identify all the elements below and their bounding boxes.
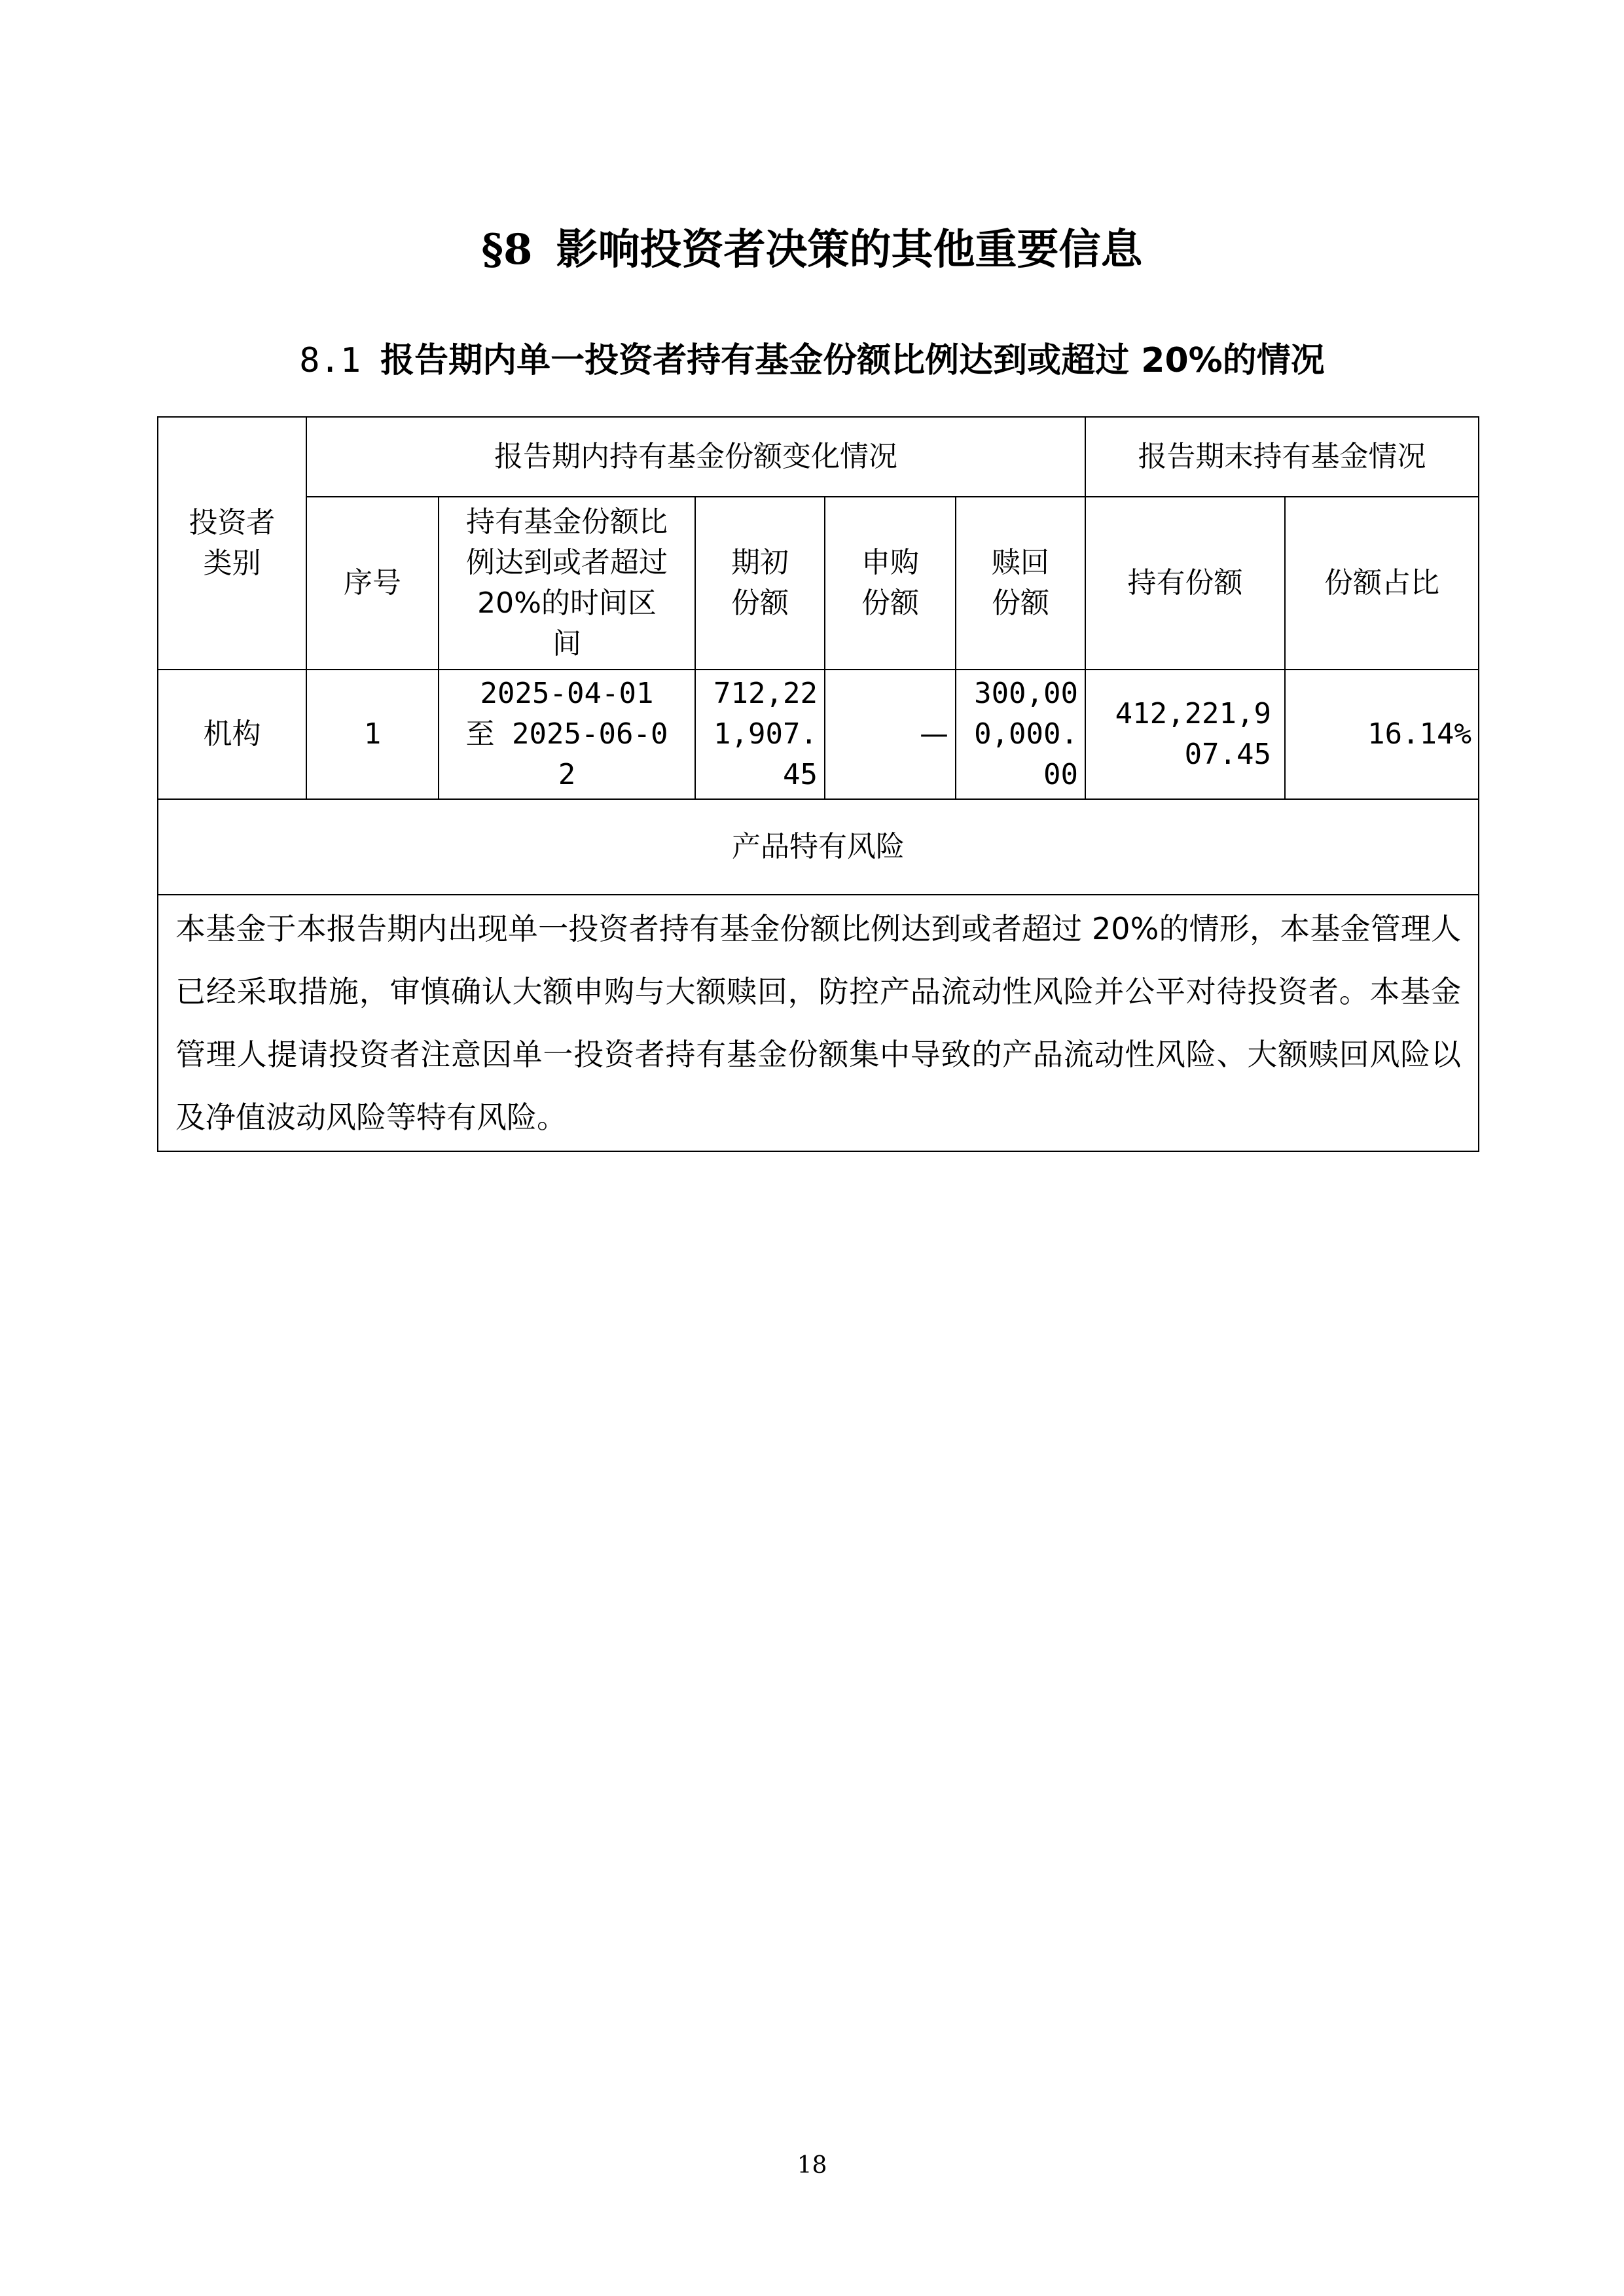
section-heading: [0, 216, 1624, 276]
section-heading-text: 影响投资者决策的其他重要信息: [556, 226, 1143, 274]
table-row: [158, 670, 1479, 799]
subsection-number: 8.1: [299, 341, 361, 380]
header-period: 持有基金份额比例达到或者超过 20%的时间区间: [439, 497, 695, 670]
section-number: §8: [481, 225, 533, 274]
header-row-2: [158, 497, 1479, 670]
header-investor-type: 投资者类别: [158, 417, 306, 670]
cell-seq: 1: [306, 670, 439, 799]
risk-title-row: [158, 799, 1479, 895]
risk-text: 本基金于本报告期内出现单一投资者持有基金份额比例达到或者超过 20%的情形，本基金管理人已经采取措施，审慎确认大额申购与大额赎回，防控产品流动性风险并公平对待投资者。本基金管理人提请投资者注意因单一投资者持有基金份额集中导致的产品流动性风险、大额赎回风险以及净值波动风险等特有风险。: [158, 895, 1479, 1151]
header-ratio: 份额占比: [1285, 497, 1479, 670]
cell-investor-type: 机构: [158, 670, 306, 799]
risk-text-row: [158, 895, 1479, 1151]
subsection-heading-text: 报告期内单一投资者持有基金份额比例达到或超过 20%的情况: [380, 341, 1325, 380]
page-number: 18: [797, 2152, 827, 2179]
header-holding: 持有份额: [1085, 497, 1285, 670]
header-row-1: [158, 417, 1479, 497]
risk-title: 产品特有风险: [158, 799, 1479, 895]
header-initial: 期初份额: [695, 497, 825, 670]
header-seq: 序号: [306, 497, 439, 670]
header-redeem: 赎回份额: [956, 497, 1085, 670]
cell-period: 2025-04-01 至 2025-06-02: [439, 670, 695, 799]
cell-initial: 712,221,907.45: [695, 670, 825, 799]
header-period-change: 报告期内持有基金份额变化情况: [306, 417, 1085, 497]
cell-redeem: 300,000,000.00: [956, 670, 1085, 799]
header-period-end: 报告期末持有基金情况: [1085, 417, 1479, 497]
cell-subscribe: —: [825, 670, 956, 799]
cell-holding: 412,221,907.45: [1085, 670, 1285, 799]
cell-ratio: 16.14%: [1285, 670, 1479, 799]
header-subscribe: 申购份额: [825, 497, 956, 670]
investor-holding-table: [157, 416, 1479, 1152]
subsection-heading: [0, 332, 1624, 382]
